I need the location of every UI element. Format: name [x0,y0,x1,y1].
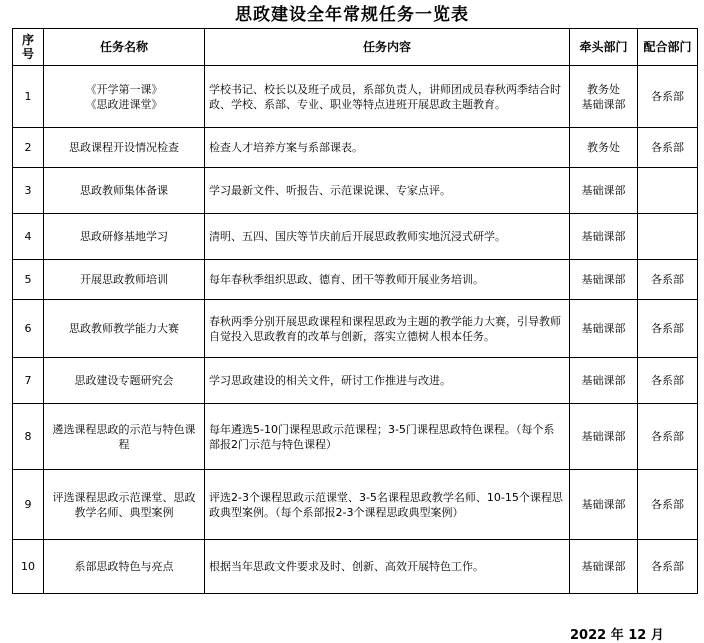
cell-seq: 9 [13,470,44,540]
cell-task-content: 根据当年思政文件要求及时、创新、高效开展特色工作。 [205,540,570,594]
table-row [13,214,698,260]
header-task-name: 任务名称 [44,29,205,66]
header-lead-dept: 牵头部门 [570,29,638,66]
page-title: 思政建设全年常规任务一览表 [235,5,469,25]
cell-seq: 7 [13,358,44,404]
header-coop-dept: 配合部门 [638,29,698,66]
cell-seq: 3 [13,168,44,214]
footer-date: 2022 年 12 月 [570,628,664,643]
cell-lead-dept: 基础课部 [570,470,638,540]
cell-coop-dept: 各系部 [638,470,698,540]
cell-task-name: 思政教师集体备课 [44,168,205,214]
cell-coop-dept [638,214,698,260]
cell-lead-dept: 基础课部 [570,540,638,594]
table-header-row [13,29,698,66]
table-row [13,128,698,168]
cell-coop-dept [638,168,698,214]
cell-task-name: 《开学第一课》 《思政进课堂》 [44,66,205,128]
cell-coop-dept: 各系部 [638,358,698,404]
table-row [13,358,698,404]
cell-task-content: 春秋两季分别开展思政课程和课程思政为主题的教学能力大赛，引导教师自觉投入思政教育的改革与创新，落实立德树人根本任务。 [205,300,570,358]
cell-seq: 6 [13,300,44,358]
cell-coop-dept: 各系部 [638,300,698,358]
cell-task-name: 思政课程开设情况检查 [44,128,205,168]
header-task-content: 任务内容 [205,29,570,66]
cell-task-name: 开展思政教师培训 [44,260,205,300]
cell-task-content: 学习思政建设的相关文件，研讨工作推进与改进。 [205,358,570,404]
cell-lead-dept: 基础课部 [570,260,638,300]
cell-coop-dept: 各系部 [638,128,698,168]
cell-task-content: 检查人才培养方案与系部课表。 [205,128,570,168]
cell-task-name: 遴选课程思政的示范与特色课程 [44,404,205,470]
cell-lead-dept: 基础课部 [570,300,638,358]
cell-task-content: 每年春秋季组织思政、德育、团干等教师开展业务培训。 [205,260,570,300]
cell-lead-dept: 教务处 [570,128,638,168]
cell-task-content: 清明、五四、国庆等节庆前后开展思政教师实地沉浸式研学。 [205,214,570,260]
cell-coop-dept: 各系部 [638,260,698,300]
cell-task-name: 思政教师教学能力大赛 [44,300,205,358]
cell-lead-dept: 教务处 基础课部 [570,66,638,128]
table-row [13,300,698,358]
cell-task-content: 每年遴选5-10门课程思政示范课程；3-5门课程思政特色课程。（每个系部报2门示范与特色课程） [205,404,570,470]
header-seq: 序号 [13,29,44,66]
cell-task-name: 系部思政特色与亮点 [44,540,205,594]
cell-lead-dept: 基础课部 [570,358,638,404]
cell-task-content: 评选2-3个课程思政示范课堂、3-5名课程思政教学名师、10-15个课程思政典型案例。（每个系部报2-3个课程思政典型案例） [205,470,570,540]
table-row [13,540,698,594]
cell-task-content: 学校书记、校长以及班子成员，系部负责人，讲师团成员春秋两季结合时政、学校、系部、专业、职业等特点进班开展思政主题教育。 [205,66,570,128]
cell-task-name: 评选课程思政示范课堂、思政教学名师、典型案例 [44,470,205,540]
table-row [13,66,698,128]
table-row [13,470,698,540]
cell-seq: 1 [13,66,44,128]
cell-lead-dept: 基础课部 [570,214,638,260]
cell-seq: 10 [13,540,44,594]
cell-lead-dept: 基础课部 [570,168,638,214]
cell-seq: 8 [13,404,44,470]
cell-task-content: 学习最新文件、听报告、示范课说课、专家点评。 [205,168,570,214]
task-table [12,28,698,594]
table-row [13,260,698,300]
cell-task-name: 思政建设专题研究会 [44,358,205,404]
cell-coop-dept: 各系部 [638,540,698,594]
cell-lead-dept: 基础课部 [570,404,638,470]
cell-seq: 2 [13,128,44,168]
cell-seq: 4 [13,214,44,260]
cell-task-name: 思政研修基地学习 [44,214,205,260]
cell-coop-dept: 各系部 [638,404,698,470]
cell-coop-dept: 各系部 [638,66,698,128]
cell-seq: 5 [13,260,44,300]
table-row [13,168,698,214]
table-row [13,404,698,470]
